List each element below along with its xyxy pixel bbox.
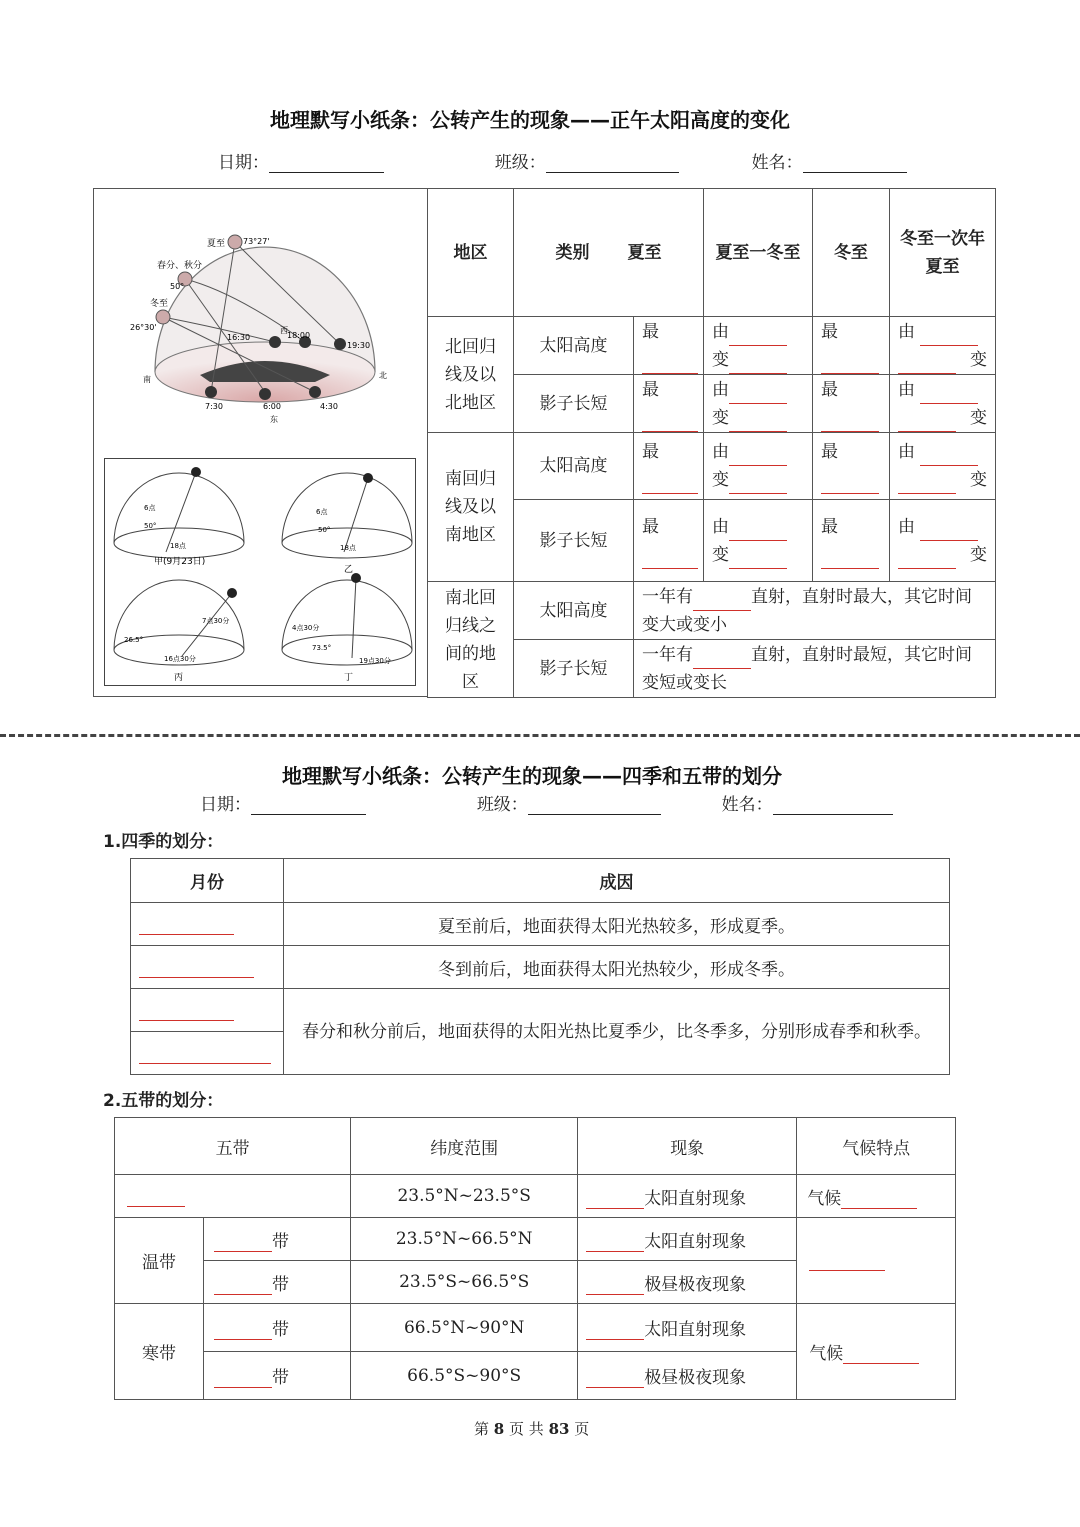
fig2-label-c: 丙	[174, 673, 184, 683]
fig2-a3: 26.5°	[124, 636, 144, 644]
answer-blank[interactable]	[214, 1231, 272, 1252]
answer-blank[interactable]	[642, 473, 698, 494]
answer-blank[interactable]	[586, 1188, 644, 1209]
month-cell	[131, 1032, 284, 1075]
answer-blank[interactable]	[920, 445, 978, 466]
noon-sun-table	[427, 188, 996, 698]
answer-blank[interactable]	[729, 473, 787, 494]
answer-blank[interactable]	[898, 548, 956, 569]
header-winter-to-summer: 冬至一次年夏至	[889, 189, 995, 317]
answer-blank[interactable]	[898, 411, 956, 432]
cell-change2: 由 变	[889, 375, 995, 433]
answer-blank[interactable]	[729, 520, 787, 541]
cell-change2: 由 变	[889, 433, 995, 500]
tropics-shadow-text: 一年有 直射，直射时最短，其它时间变短或变长	[634, 640, 996, 698]
header-category: 类别 夏至	[514, 189, 704, 317]
answer-blank[interactable]	[214, 1319, 272, 1340]
answer-blank[interactable]	[139, 914, 234, 935]
month-cell	[131, 903, 284, 946]
header-cause: 成因	[284, 859, 950, 903]
month-cell	[131, 946, 284, 989]
frigid-north-lat: 66.5°N~90°N	[351, 1304, 578, 1352]
cut-line	[0, 734, 1080, 737]
answer-blank[interactable]	[729, 445, 787, 466]
cell-max: 最	[634, 317, 704, 375]
answer-blank[interactable]	[127, 1186, 185, 1207]
header-summer-to-winter: 夏至一冬至	[703, 189, 812, 317]
answer-blank[interactable]	[642, 548, 698, 569]
header-climate: 气候特点	[797, 1118, 956, 1175]
sheet2-meta	[200, 790, 893, 815]
answer-blank[interactable]	[821, 411, 879, 432]
cell-extreme: 最	[812, 433, 889, 500]
zones-table	[114, 1117, 956, 1400]
fig2-a1: 50°	[144, 522, 157, 530]
answer-blank[interactable]	[729, 548, 787, 569]
header-phen: 现象	[578, 1118, 797, 1175]
fig1-label-equinox: 春分、秋分	[157, 261, 203, 271]
answer-blank[interactable]	[139, 1000, 234, 1021]
seasons-table	[130, 858, 950, 1075]
answer-blank[interactable]	[214, 1367, 272, 1388]
fig1-south: 南	[143, 375, 151, 384]
answer-blank[interactable]	[729, 411, 787, 432]
answer-blank[interactable]	[920, 520, 978, 541]
region-tropics: 南北回归线之间的地区	[428, 582, 514, 698]
fig2-t4: 18点	[340, 544, 356, 552]
fig2-label-b: 乙	[344, 565, 354, 575]
class-label: 班级：	[494, 153, 546, 173]
fig1-time-6: 4:30	[320, 402, 338, 411]
frigid-label: 寒带	[115, 1304, 204, 1400]
fig1-time-2: 18:00	[287, 331, 311, 340]
answer-blank[interactable]	[841, 1188, 917, 1209]
fig1-north: 北	[379, 371, 387, 380]
fig2-t3: 6点	[316, 508, 328, 516]
answer-blank[interactable]	[586, 1319, 644, 1340]
page-footer: 第 8 页 共 83 页	[474, 1420, 590, 1438]
fig1-time-3: 19:30	[347, 341, 371, 350]
tropical-lat: 23.5°N~23.5°S	[351, 1175, 578, 1218]
cat-height: 太阳高度	[514, 433, 634, 500]
answer-blank[interactable]	[586, 1367, 644, 1388]
frigid-north-phen: 太阳直射现象	[578, 1304, 797, 1352]
answer-blank[interactable]	[898, 473, 956, 494]
fig1-time-1: 16:30	[227, 333, 251, 342]
answer-blank[interactable]	[139, 1043, 271, 1064]
fig2-label-a: 甲(9月23日)	[154, 557, 206, 567]
frigid-south-cell: 带	[204, 1352, 351, 1400]
fig2-a4: 73.5°	[312, 644, 332, 652]
fig1-angle-3: 26°30'	[130, 323, 157, 332]
sheet1-meta	[218, 148, 907, 173]
fig2-t6: 16点30分	[164, 655, 196, 663]
fig1-east: 东	[270, 415, 278, 424]
cell-extreme: 最	[812, 500, 889, 582]
temperate-climate	[797, 1218, 956, 1304]
answer-blank[interactable]	[898, 353, 956, 374]
fig1-angle-1: 73°27'	[243, 237, 270, 246]
region-north: 北回归线及以北地区	[428, 317, 514, 433]
date-field[interactable]	[251, 796, 366, 815]
sun-path-dome-figure	[115, 232, 415, 432]
answer-blank[interactable]	[642, 353, 698, 374]
answer-blank[interactable]	[821, 473, 879, 494]
section-seasons: 1.四季的划分：	[103, 832, 224, 852]
cell-change: 由 变	[703, 375, 812, 433]
page-total: 83	[548, 1420, 570, 1438]
cell-change: 由 变	[703, 500, 812, 582]
answer-blank[interactable]	[586, 1274, 644, 1295]
cause-winter: 冬到前后，地面获得太阳光热较少，形成冬季。	[284, 946, 950, 989]
answer-blank[interactable]	[821, 548, 879, 569]
cell-max: 最	[634, 433, 704, 500]
cell-change: 由 变	[703, 317, 812, 375]
header-region: 地区	[428, 189, 514, 317]
answer-blank[interactable]	[920, 325, 978, 346]
frigid-north-cell: 带	[204, 1304, 351, 1352]
fig1-time-4: 7:30	[205, 402, 223, 411]
name-label: 姓名：	[721, 795, 773, 815]
cell-extreme: 最	[812, 375, 889, 433]
date-field[interactable]	[269, 154, 384, 173]
answer-blank[interactable]	[729, 353, 787, 374]
answer-blank[interactable]	[843, 1343, 919, 1364]
date-label: 日期：	[200, 795, 251, 815]
sheet2-title: 地理默写小纸条：公转产生的现象——四季和五带的划分	[282, 764, 782, 788]
answer-blank[interactable]	[729, 383, 787, 404]
name-field[interactable]	[803, 154, 907, 173]
cat-shadow: 影子长短	[514, 500, 634, 582]
section-zones: 2.五带的划分：	[103, 1091, 224, 1111]
answer-blank[interactable]	[821, 353, 879, 374]
fig2-label-d: 丁	[344, 673, 354, 683]
cause-summer: 夏至前后，地面获得太阳光热较多，形成夏季。	[284, 903, 950, 946]
name-field[interactable]	[773, 796, 893, 815]
cat-shadow: 影子长短	[514, 375, 634, 433]
four-domes-drawing	[104, 458, 414, 684]
name-label: 姓名：	[751, 153, 803, 173]
cell-max: 最	[634, 500, 704, 582]
fig1-west: 西	[280, 326, 288, 335]
tropical-climate: 气候	[797, 1175, 956, 1218]
frigid-climate: 气候	[797, 1304, 956, 1400]
tropics-height-text: 一年有 直射，直射时最大，其它时间变大或变小	[634, 582, 996, 640]
fig1-angle-2: 50°	[170, 282, 185, 291]
header-winter: 冬至	[812, 189, 889, 317]
class-field[interactable]	[528, 796, 661, 815]
answer-blank[interactable]	[642, 411, 698, 432]
page-number: 8	[493, 1420, 505, 1438]
cat-shadow: 影子长短	[514, 640, 634, 698]
fig1-label-winter: 冬至	[150, 299, 169, 309]
date-label: 日期：	[218, 153, 269, 173]
cell-change2: 由 变	[889, 500, 995, 582]
answer-blank[interactable]	[729, 325, 787, 346]
cell-extreme: 最	[812, 317, 889, 375]
cell-max: 最	[634, 375, 704, 433]
answer-blank[interactable]	[586, 1231, 644, 1252]
fig1-label-summer: 夏至	[207, 239, 226, 249]
fig2-t8: 19点30分	[359, 657, 391, 665]
temperate-south-lat: 23.5°S~66.5°S	[351, 1261, 578, 1304]
temperate-north-cell: 带	[204, 1218, 351, 1261]
region-south: 南回归线及以南地区	[428, 433, 514, 582]
fig2-t5: 7点30分	[202, 617, 230, 625]
cat-height: 太阳高度	[514, 582, 634, 640]
class-field[interactable]	[546, 154, 679, 173]
temperate-south-cell: 带	[204, 1261, 351, 1304]
answer-blank[interactable]	[693, 648, 751, 669]
class-label: 班级：	[476, 795, 528, 815]
header-lat: 纬度范围	[351, 1118, 578, 1175]
cell-change: 由 变	[703, 433, 812, 500]
temperate-north-phen: 太阳直射现象	[578, 1218, 797, 1261]
fig2-t7: 4点30分	[292, 624, 320, 632]
tropical-phen: 太阳直射现象	[578, 1175, 797, 1218]
answer-blank[interactable]	[139, 957, 254, 978]
cause-spring-autumn: 春分和秋分前后，地面获得的太阳光热比夏季少，比冬季多，分别形成春季和秋季。	[284, 989, 950, 1075]
temperate-north-lat: 23.5°N~66.5°N	[351, 1218, 578, 1261]
fig2-t1: 6点	[144, 504, 156, 512]
tropical-zone-cell	[115, 1175, 351, 1218]
fig1-time-5: 6:00	[263, 402, 281, 411]
month-cell	[131, 989, 284, 1032]
frigid-south-phen: 极昼极夜现象	[578, 1352, 797, 1400]
frigid-south-lat: 66.5°S~90°S	[351, 1352, 578, 1400]
temperate-south-phen: 极昼极夜现象	[578, 1261, 797, 1304]
header-zone: 五带	[115, 1118, 351, 1175]
fig2-t2: 18点	[170, 542, 186, 550]
header-month: 月份	[131, 859, 284, 903]
temperate-label: 温带	[115, 1218, 204, 1304]
sheet1-title: 地理默写小纸条：公转产生的现象——正午太阳高度的变化	[270, 108, 790, 132]
answer-blank[interactable]	[920, 383, 978, 404]
fig2-a2: 50°	[318, 526, 331, 534]
cat-height: 太阳高度	[514, 317, 634, 375]
answer-blank[interactable]	[214, 1274, 272, 1295]
cell-change2: 由 变	[889, 317, 995, 375]
answer-blank[interactable]	[809, 1250, 885, 1271]
answer-blank[interactable]	[693, 590, 751, 611]
